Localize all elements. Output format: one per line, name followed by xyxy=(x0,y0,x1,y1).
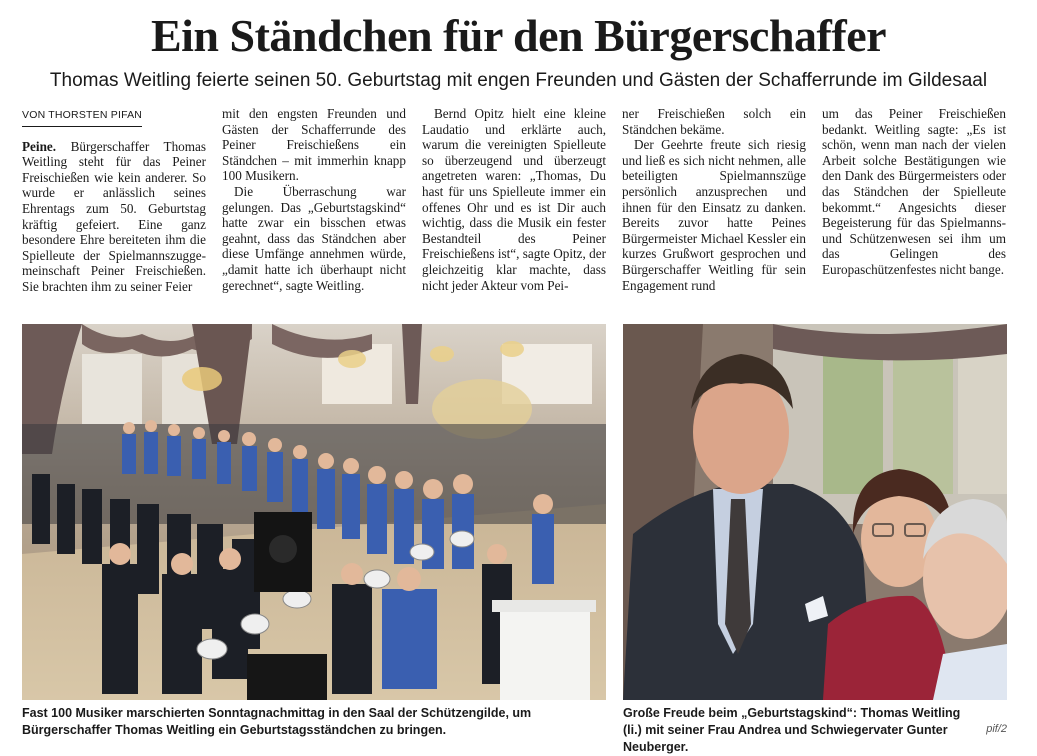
article-column-3 xyxy=(422,106,606,302)
article-body xyxy=(22,106,1008,302)
portrait-photo-caption: Große Freude beim „Geburtstagskind“: Thomas Weitling (li.) mit seiner Frau Andrea und Schwiegervater Gunter Neuberger. xyxy=(623,706,961,754)
article-column-4 xyxy=(622,106,806,302)
article-column-1 xyxy=(22,106,206,302)
subheadline: Thomas Weitling feierte seinen 50. Geburtstag mit engen Freunden und Gästen der Schafferrunde im Gildesaal xyxy=(49,70,988,91)
article-paragraph: mit den engsten Freunden und Gästen der Schafferrunde des Peiner Freischießens ein Ständchen – mit immerhin knapp 100 Musikern. xyxy=(222,106,406,184)
article-paragraph: um das Peiner Freischießen bedankt. Weitling sagte: „Es ist schön, wenn man nach der vielen Arbeit solche Bestätigungen wie den Dank des Bürgermeisters oder das Ständchen der Spielleute bekommt.“ Angesichts dieser Begeisterung für das Spielmanns- und Schützenwesen sei ihm um das Gelingen des Europaschützenfestes nicht bange. xyxy=(822,106,1006,277)
article-paragraph: Der Geehrte freute sich riesig und ließ es sich nicht nehmen, alle beteiligten Spielmannszüge persönlich anzusprechen und ihnen für den Einsatz zu danken. Bereits zuvor hatte Peines Bürgermeister Michael Kessler ein kurzes Grußwort gesprochen und Bürgerschaffer Weitling für sein Engagement rund xyxy=(622,137,806,293)
article-paragraph: ner Freischießen solch ein Ständchen bekäme. xyxy=(622,106,806,137)
photo-credit: pif/2 xyxy=(986,723,1007,735)
paragraph-text: Bürgerschaffer Thomas Weitling steht für das Peiner Freischießen wie kein anderer. So wurde er anlässlich seines Ehrentags zum 50. Geburtstag kräftig gefeiert. Eine ganz besondere Ehre bereiteten ihm die Spielleute der Spielmannszuggemeinschaft Peiner Freischießen. Sie brachten ihm zu seiner Feier xyxy=(22,138,206,294)
band-photo-caption: Fast 100 Musiker marschierten Sonntagnachmittag in den Saal der Schützengilde, um Bürgerschaffer Thomas Weitling ein Geburtstagsständchen zu bringen. xyxy=(22,706,532,737)
article-paragraph xyxy=(22,139,206,295)
headline: Ein Ständchen für den Bürgerschaffer xyxy=(150,10,887,61)
article-paragraph: Die Überraschung war gelungen. Das „Geburtstagskind“ hatte zwar ein bisschen etwas geahnt, dass das Ständchen aber diese Umfänge annehmen würde, „damit hatte ich überhaupt nicht gerechnet“, sagte Weitling. xyxy=(222,183,406,293)
article-column-5 xyxy=(822,106,1006,302)
band-photo xyxy=(22,324,606,700)
byline: VON THORSTEN PIFAN xyxy=(22,108,142,127)
dateline: Peine. xyxy=(22,138,57,154)
portrait-photo xyxy=(623,324,1007,700)
article-paragraph: Bernd Opitz hielt eine kleine Laudatio und erklärte auch, warum die vereinigten Spielleute so überzeugend und überzeugt angetreten waren: „Thomas, Du hast für uns Spielleute immer ein offenes Ohr und es ist Dir auch wichtig, dass die Musik ein fester Bestandteil des Peiner Freischießens ist“, sagte Opitz, der gleichzeitig klar machte, dass nicht jeder Akteur vom Pei- xyxy=(422,106,606,293)
article-column-2 xyxy=(222,106,406,302)
